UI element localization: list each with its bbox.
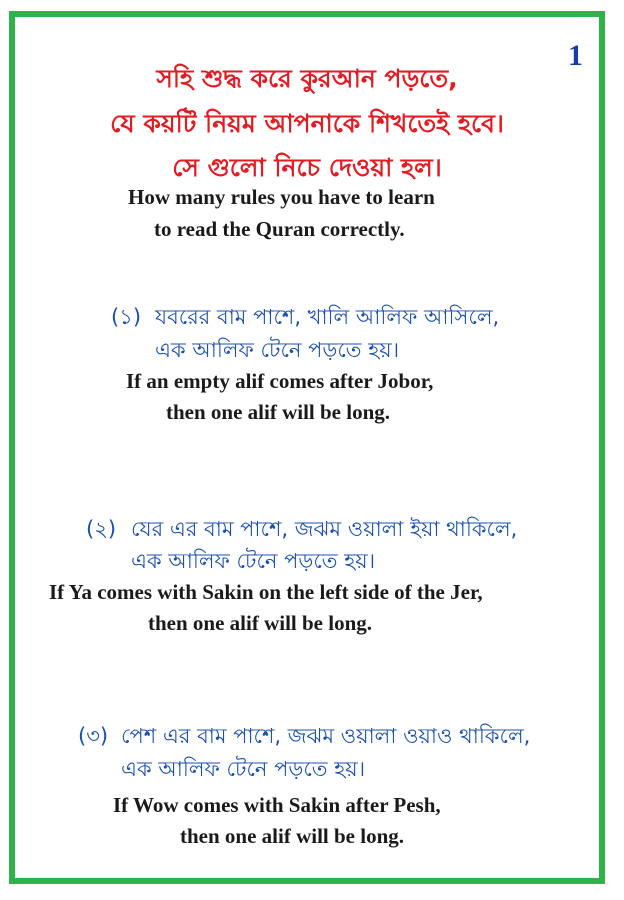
rule-bangla-line-2: এক আলিফ টেনে পড়তে হয়। xyxy=(121,757,366,781)
title-line-3: সে গুলো নিচে দেওয়া হল। xyxy=(172,153,442,182)
subtitle-line-2: to read the Quran correctly. xyxy=(154,217,405,241)
rule-bangla-line-2: এক আলিফ টেনে পড়তে হয়। xyxy=(131,549,376,573)
rule-number: (২) xyxy=(86,517,117,541)
page-border xyxy=(9,11,605,884)
rule-english-line-1: If Wow comes with Sakin after Pesh, xyxy=(113,793,441,817)
rule-english-line-1: If an empty alif comes after Jobor, xyxy=(126,369,434,393)
subtitle-line-1: How many rules you have to learn xyxy=(128,185,435,209)
rule-number: (১) xyxy=(111,305,142,329)
title-line-2: যে কয়টি নিয়ম আপনাকে শিখতেই হবে। xyxy=(110,109,504,138)
title-line-1: সহি শুদ্ধ করে কুরআন পড়তে, xyxy=(156,64,458,93)
rule-english-line-1: If Ya comes with Sakin on the left side of the Jer, xyxy=(49,580,483,604)
rule-bangla-line-1: যের এর বাম পাশে, জঝম ওয়ালা ইয়া থাকিলে, xyxy=(131,517,518,541)
page-number: 1 xyxy=(568,39,583,72)
rule-bangla-line-2: এক আলিফ টেনে পড়তে হয়। xyxy=(155,338,400,362)
rule-english-line-2: then one alif will be long. xyxy=(166,400,391,424)
rule-number: (৩) xyxy=(78,724,109,748)
rule-english-line-2: then one alif will be long. xyxy=(180,824,405,848)
rule-bangla-line-1: যবরের বাম পাশে, খালি আলিফ আসিলে, xyxy=(155,305,500,329)
rule-english-line-2: then one alif will be long. xyxy=(148,611,373,635)
rule-bangla-line-1: পেশ এর বাম পাশে, জঝম ওয়ালা ওয়াও থাকিলে, xyxy=(121,724,531,748)
